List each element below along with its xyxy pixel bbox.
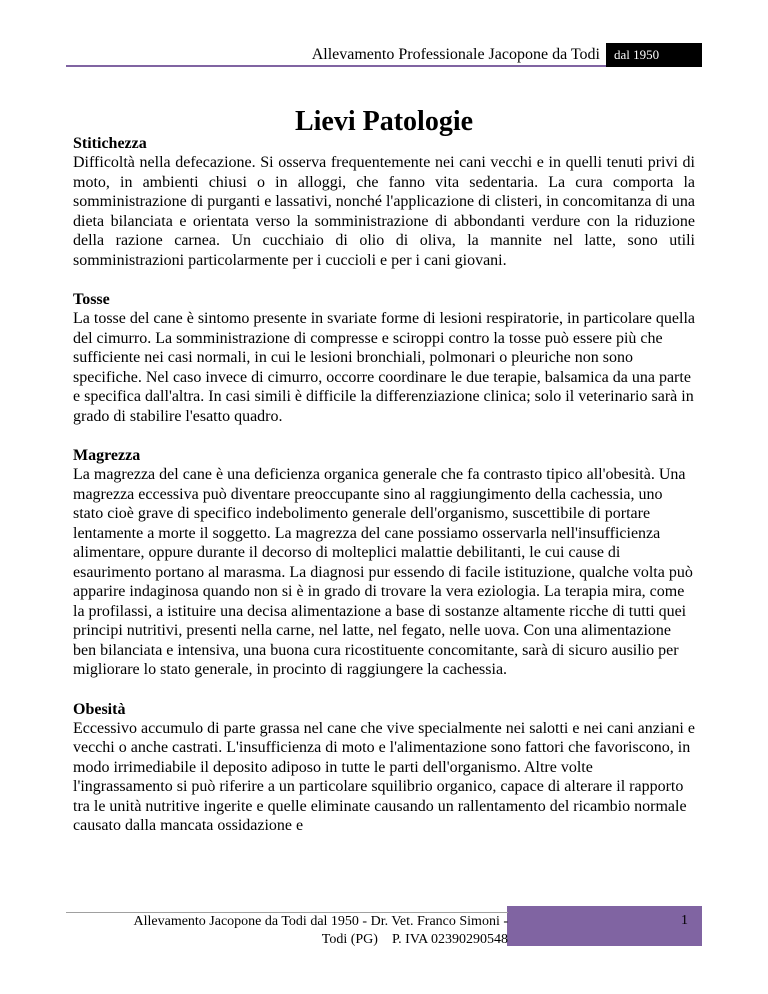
section-text: La tosse del cane è sintomo presente in svariate forme di lesioni respiratorie, in particolare quella del cimurro. La somministrazione di compresse e sciroppi contro la tosse può essere più che sufficiente nei casi normali, in cui le lesioni bronchiali, polmonari o pleuriche non sono specifiche. Nel caso invece di cimurro, occorre coordinare le due terapie, balsamica da una parte e specifica dall'altra. In casi simili è difficile la differenziazione clinica; solo il veterinario sarà in grado di stabilire l'esatto quadro. xyxy=(73,310,695,425)
section-magrezza xyxy=(73,446,695,680)
section-obesita xyxy=(73,700,695,836)
footer-line-1: Allevamento Jacopone da Todi dal 1950 - Dr. Vet. Franco Simoni - xyxy=(133,914,508,929)
page-title: Lievi Patologie xyxy=(294,105,474,137)
page-number: 1 xyxy=(681,913,688,928)
section-heading: Stitichezza xyxy=(73,135,147,152)
section-stitichezza xyxy=(73,134,695,270)
section-heading: Magrezza xyxy=(73,447,141,464)
section-text: La magrezza del cane è una deficienza organica generale che fa contrasto tipico all'obesità. Una magrezza eccessiva può diventare preoccupante sino al raggiungimento della cachessia, uno stato cioè grave di specifico indebolimento generale dell'organismo, suscettibile di portare lentamente a morte il soggetto. La magrezza del cane possiamo osservarla nell'insufficienza alimentare, oppure durante il decorso di molteplici malattie debilitanti, le cui cause di esaurimento portano al marasma. La diagnosi pur essendo di facile istituzione, qualche volta può apparire indaginosa quando non si è in grado di trovare la vera eziologia. La terapia mira, come la profilassi, a istituire una decisa alimentazione a base di sostanze altamente ricche di tutti quei principi nutritivi, presenti nella carne, nel latte, nel fegato, nelle uova. Con una alimentazione ben bilanciata e intensiva, una buona cura ricostituente concomitante, sarà di sicuro ausilio per migliorare lo stato generale, in procinto di raggiungere la cachessia. xyxy=(73,466,693,678)
section-tosse xyxy=(73,290,695,426)
footer-text xyxy=(66,912,508,949)
section-text: Eccessivo accumulo di parte grassa nel cane che vive specialmente nei salotti e nei cani anziani e vecchi o anche castrati. L'insufficienza di moto e l'alimentazione sono fattori che favoriscono, in modo irrimediabile il deposito adiposo in tutte le parti dell'organismo. Altre volte l'ingrassamento si può riferire a un particolare squilibrio organico, capace di alterare il rapporto tra le unità nutritive ingerite e quelle eliminate causando un rallentamento del ricambio normale causato dalla mancata ossidazione e xyxy=(73,719,695,834)
footer-line-2: Todi (PG) P. IVA 02390290548 xyxy=(321,932,508,947)
document-body xyxy=(73,134,695,856)
footer-accent-box xyxy=(507,906,702,946)
page-footer xyxy=(66,906,702,946)
page-header xyxy=(66,43,702,67)
section-text: Difficoltà nella defecazione. Si osserva frequentemente nei cani vecchi e in quelli tenuti privi di moto, in ambienti chiusi o in alloggi, che fanno vita sedentaria. La cura comporta la somministrazione di purganti e lassativi, nonché l'applicazione di clisteri, in concomitanza di una dieta bilanciata e orientata verso la somministrazione di abbondanti verdure con la riduzione della razione carnea. Un cucchiaio di olio di oliva, la mannite nel latte, sono utili somministrazioni particolarmente per i cuccioli e per i cani giovani. xyxy=(73,154,695,269)
header-year-badge: dal 1950 xyxy=(606,43,702,67)
header-rule xyxy=(66,65,606,67)
section-heading: Tosse xyxy=(73,291,110,308)
header-title: Allevamento Professionale Jacopone da Todi xyxy=(311,46,600,63)
section-heading: Obesità xyxy=(73,700,126,718)
